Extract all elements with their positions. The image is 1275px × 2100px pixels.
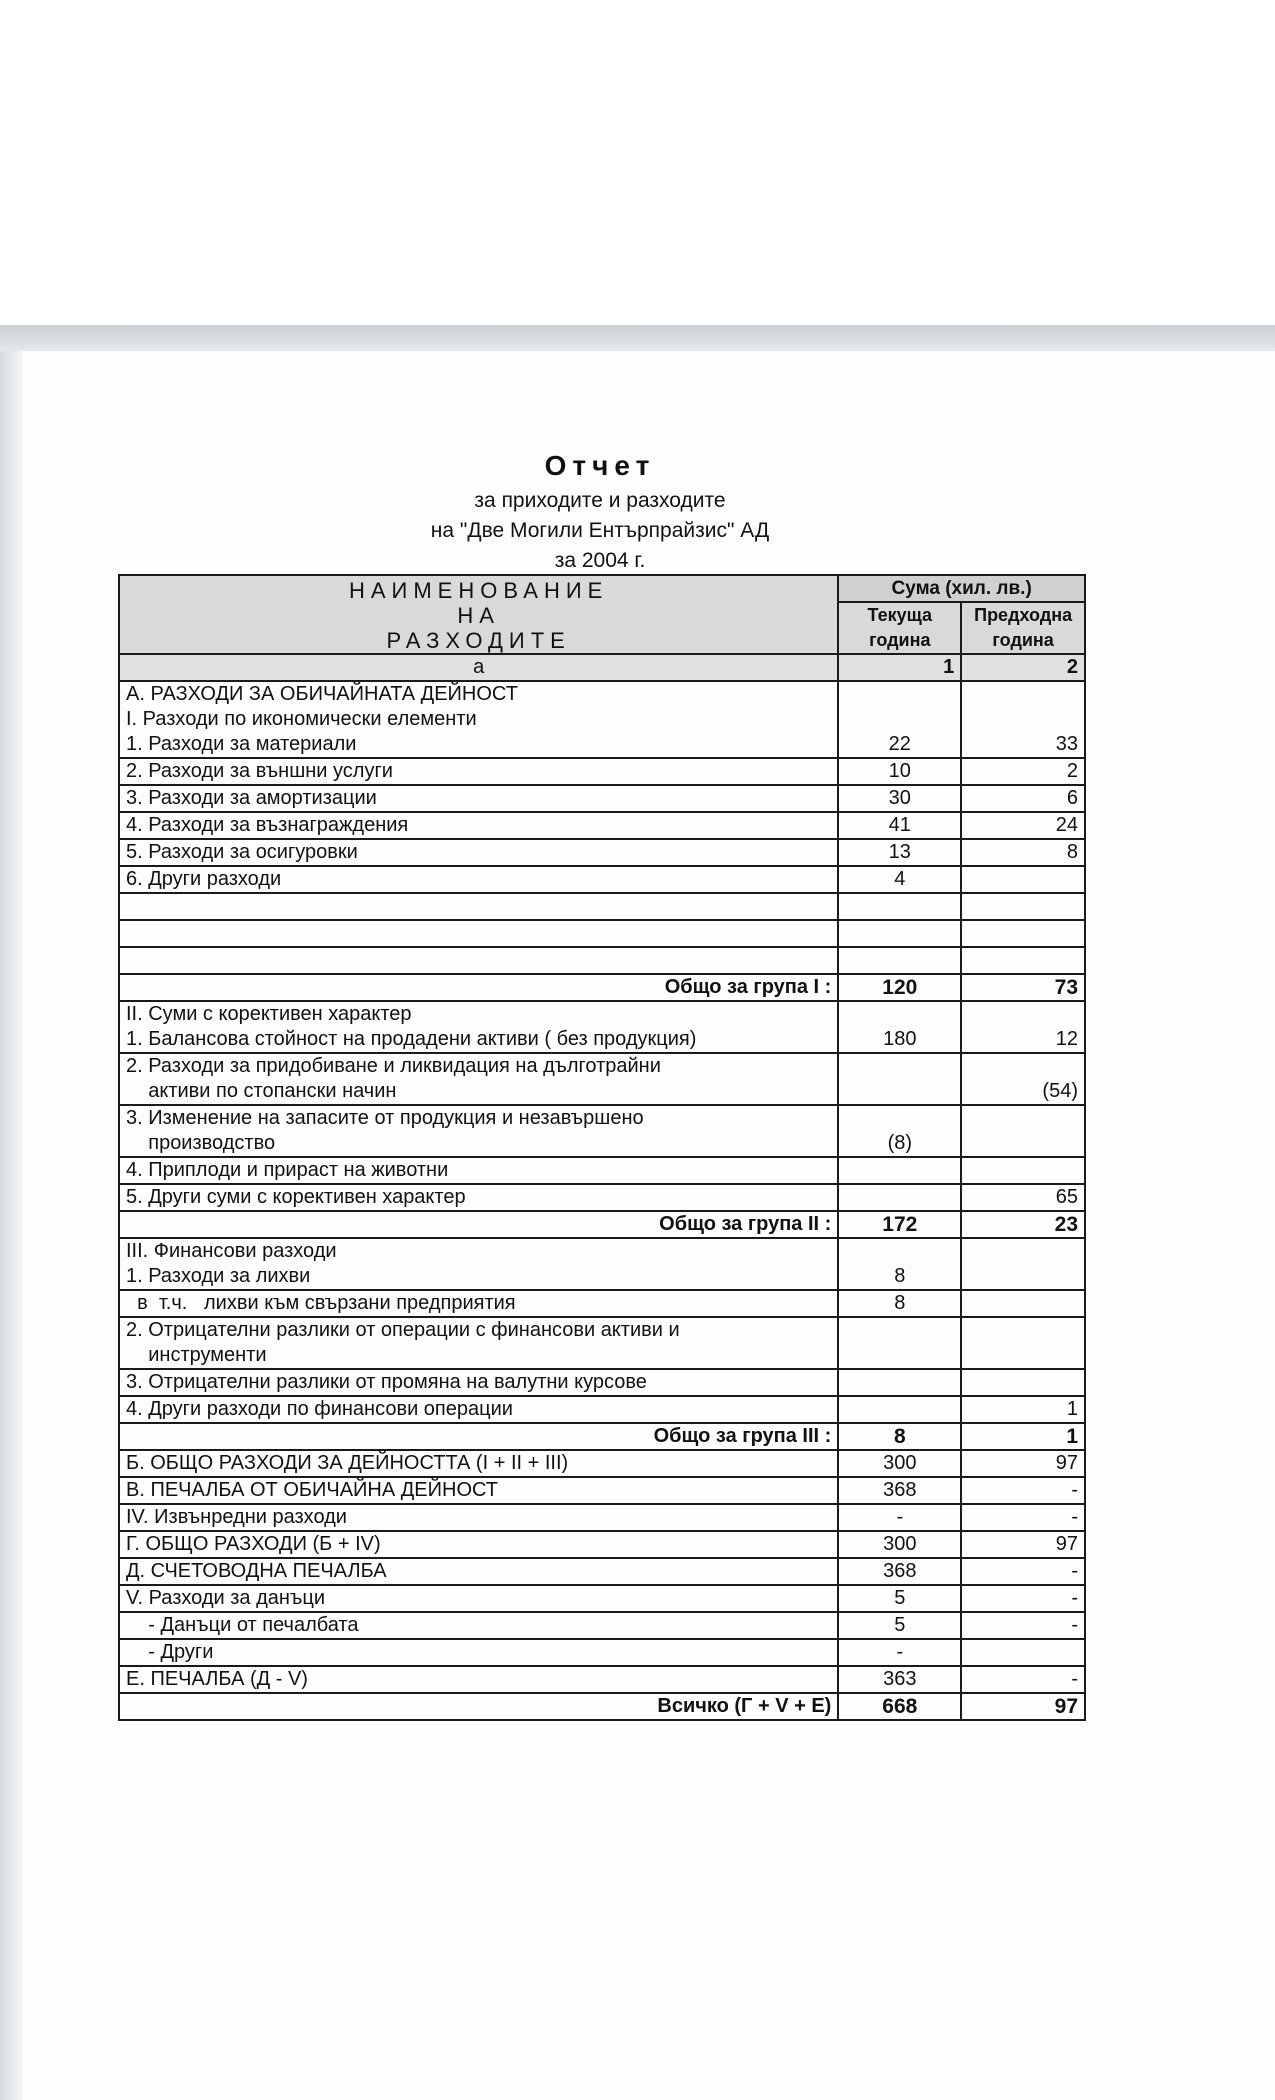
row-current-year: 8 <box>838 1238 961 1290</box>
row-current-year <box>838 1157 961 1184</box>
row-label: Общо за група III : <box>119 1423 838 1450</box>
row-label <box>119 947 838 974</box>
table-row <box>119 1504 1085 1531</box>
table-row <box>119 1238 1085 1290</box>
table-row <box>119 681 1085 758</box>
table-row <box>119 1666 1085 1693</box>
row-current-year: 13 <box>838 839 961 866</box>
column-letter-1: 1 <box>838 654 961 681</box>
row-current-year: 41 <box>838 812 961 839</box>
row-current-year <box>838 1053 961 1105</box>
row-previous-year: 24 <box>961 812 1085 839</box>
row-current-year: - <box>838 1639 961 1666</box>
row-previous-year <box>961 920 1085 947</box>
row-label: 3. Разходи за амортизации <box>119 785 838 812</box>
row-current-year: 5 <box>838 1612 961 1639</box>
row-label: Е. ПЕЧАЛБА (Д - V) <box>119 1666 838 1693</box>
column-letters-row <box>119 654 1085 681</box>
row-label: Г. ОБЩО РАЗХОДИ (Б + IV) <box>119 1531 838 1558</box>
row-current-year: 8 <box>838 1423 961 1450</box>
row-label: в т.ч. лихви към свързани предприятия <box>119 1290 838 1317</box>
column-header-name-line-3: РАЗХОДИТЕ <box>386 628 571 653</box>
row-previous-year: - <box>961 1558 1085 1585</box>
scanner-band <box>0 325 1275 351</box>
report-title: Отчет <box>544 450 656 481</box>
row-previous-year: - <box>961 1504 1085 1531</box>
row-current-year: 120 <box>838 974 961 1001</box>
table-row <box>119 947 1085 974</box>
column-header-current <box>838 602 961 654</box>
row-previous-year: 6 <box>961 785 1085 812</box>
row-previous-year: - <box>961 1666 1085 1693</box>
column-header-previous-line-1: Предходна <box>974 605 1073 625</box>
table-row <box>119 1369 1085 1396</box>
table-row <box>119 1184 1085 1211</box>
table-row <box>119 1053 1085 1105</box>
row-previous-year: 8 <box>961 839 1085 866</box>
row-label: В. ПЕЧАЛБА ОТ ОБИЧАЙНА ДЕЙНОСТ <box>119 1477 838 1504</box>
row-current-year <box>838 1317 961 1369</box>
table-row <box>119 1105 1085 1157</box>
row-label: Д. СЧЕТОВОДНА ПЕЧАЛБА <box>119 1558 838 1585</box>
column-header-previous-line-2: година <box>992 630 1054 650</box>
row-label: 3. Изменение на запасите от продукция и незавършено производство <box>119 1105 838 1157</box>
table-row <box>119 893 1085 920</box>
column-letter-a: а <box>119 654 838 681</box>
row-label <box>119 893 838 920</box>
row-current-year <box>838 1369 961 1396</box>
row-previous-year: 33 <box>961 681 1085 758</box>
table-row <box>119 1211 1085 1238</box>
row-previous-year <box>961 947 1085 974</box>
table-row <box>119 1450 1085 1477</box>
column-header-name-line-1: НАИМЕНОВАНИЕ <box>348 578 609 603</box>
table-row <box>119 1317 1085 1369</box>
row-label: 4. Други разходи по финансови операции <box>119 1396 838 1423</box>
row-current-year: 10 <box>838 758 961 785</box>
row-label: 2. Разходи за външни услуги <box>119 758 838 785</box>
row-previous-year: - <box>961 1612 1085 1639</box>
row-current-year: 300 <box>838 1450 961 1477</box>
report-header <box>330 450 870 576</box>
row-label: V. Разходи за данъци <box>119 1585 838 1612</box>
row-current-year: 368 <box>838 1558 961 1585</box>
row-previous-year: 65 <box>961 1184 1085 1211</box>
row-label: 5. Разходи за осигуровки <box>119 839 838 866</box>
row-previous-year <box>961 1238 1085 1290</box>
expenses-table-body <box>119 575 1085 1720</box>
row-current-year: 180 <box>838 1001 961 1053</box>
table-row <box>119 1585 1085 1612</box>
table-row <box>119 1612 1085 1639</box>
table-row <box>119 785 1085 812</box>
row-previous-year: 97 <box>961 1531 1085 1558</box>
row-current-year: 4 <box>838 866 961 893</box>
table-row <box>119 1639 1085 1666</box>
row-current-year: 172 <box>838 1211 961 1238</box>
row-label: 2. Разходи за придобиване и ликвидация на дълготрайни активи по стопански начин <box>119 1053 838 1105</box>
table-row <box>119 1423 1085 1450</box>
row-label: III. Финансови разходи 1. Разходи за лихви <box>119 1238 838 1290</box>
table-header-row-1 <box>119 575 1085 602</box>
row-current-year: 363 <box>838 1666 961 1693</box>
row-previous-year <box>961 1317 1085 1369</box>
row-previous-year <box>961 1639 1085 1666</box>
table-row <box>119 1531 1085 1558</box>
row-previous-year <box>961 866 1085 893</box>
row-label <box>119 920 838 947</box>
table-row <box>119 1396 1085 1423</box>
row-current-year: 368 <box>838 1477 961 1504</box>
column-letter-2: 2 <box>961 654 1085 681</box>
column-header-current-line-2: година <box>869 630 931 650</box>
table-row <box>119 1157 1085 1184</box>
row-previous-year: 2 <box>961 758 1085 785</box>
table-row <box>119 974 1085 1001</box>
row-label: А. РАЗХОДИ ЗА ОБИЧАЙНАТА ДЕЙНОСТ I. Разходи по икономически елементи 1. Разходи за материали <box>119 681 838 758</box>
row-current-year: 668 <box>838 1693 961 1720</box>
table-row <box>119 1693 1085 1720</box>
row-previous-year: - <box>961 1585 1085 1612</box>
table-row <box>119 758 1085 785</box>
column-header-current-line-1: Текуща <box>867 605 933 625</box>
table-row <box>119 1477 1085 1504</box>
row-label: Всичко (Г + V + Е) <box>119 1693 838 1720</box>
row-previous-year: 97 <box>961 1450 1085 1477</box>
table-row <box>119 920 1085 947</box>
table-row <box>119 1290 1085 1317</box>
row-label: Б. ОБЩО РАЗХОДИ ЗА ДЕЙНОСТТА (I + II + III) <box>119 1450 838 1477</box>
row-label: - Други <box>119 1639 838 1666</box>
row-label: II. Суми с корективен характер 1. Балансова стойност на продадени активи ( без продукция) <box>119 1001 838 1053</box>
row-current-year <box>838 1184 961 1211</box>
row-previous-year <box>961 1157 1085 1184</box>
row-label: Общо за група II : <box>119 1211 838 1238</box>
column-header-previous <box>961 602 1085 654</box>
row-previous-year: 1 <box>961 1396 1085 1423</box>
row-current-year: 5 <box>838 1585 961 1612</box>
row-label: - Данъци от печалбата <box>119 1612 838 1639</box>
table-row <box>119 812 1085 839</box>
row-label: IV. Извънредни разходи <box>119 1504 838 1531</box>
row-current-year: 300 <box>838 1531 961 1558</box>
table-row <box>119 839 1085 866</box>
row-previous-year: 1 <box>961 1423 1085 1450</box>
row-current-year <box>838 1396 961 1423</box>
row-label: 4. Приплоди и прираст на животни <box>119 1157 838 1184</box>
row-previous-year: 97 <box>961 1693 1085 1720</box>
expenses-table <box>118 574 1086 1721</box>
row-previous-year: - <box>961 1477 1085 1504</box>
table-row <box>119 1001 1085 1053</box>
row-label: Общо за група I : <box>119 974 838 1001</box>
row-label: 5. Други суми с корективен характер <box>119 1184 838 1211</box>
row-previous-year: 23 <box>961 1211 1085 1238</box>
row-previous-year <box>961 1369 1085 1396</box>
row-label: 4. Разходи за възнаграждения <box>119 812 838 839</box>
table-row <box>119 866 1085 893</box>
row-current-year <box>838 920 961 947</box>
row-current-year: 30 <box>838 785 961 812</box>
report-subtitle-1: за приходите и разходите <box>474 489 726 512</box>
row-previous-year: 12 <box>961 1001 1085 1053</box>
column-header-name-line-2: НА <box>457 603 500 628</box>
column-header-sum: Сума (хил. лв.) <box>838 575 1085 602</box>
scanner-edge <box>0 351 22 2100</box>
row-previous-year <box>961 1290 1085 1317</box>
row-label: 6. Други разходи <box>119 866 838 893</box>
row-current-year <box>838 893 961 920</box>
row-current-year: - <box>838 1504 961 1531</box>
row-current-year <box>838 947 961 974</box>
row-current-year: (8) <box>838 1105 961 1157</box>
report-subtitle-2: на "Две Могили Ентърпрайзис" АД <box>430 519 770 542</box>
row-current-year: 22 <box>838 681 961 758</box>
row-label: 3. Отрицателни разлики от промяна на валутни курсове <box>119 1369 838 1396</box>
table-row <box>119 1558 1085 1585</box>
row-previous-year: 73 <box>961 974 1085 1001</box>
report-subtitle-3: за 2004 г. <box>554 549 646 572</box>
row-current-year: 8 <box>838 1290 961 1317</box>
row-previous-year <box>961 893 1085 920</box>
column-header-name <box>119 575 838 654</box>
row-label: 2. Отрицателни разлики от операции с финансови активи и инструменти <box>119 1317 838 1369</box>
row-previous-year: (54) <box>961 1053 1085 1105</box>
row-previous-year <box>961 1105 1085 1157</box>
